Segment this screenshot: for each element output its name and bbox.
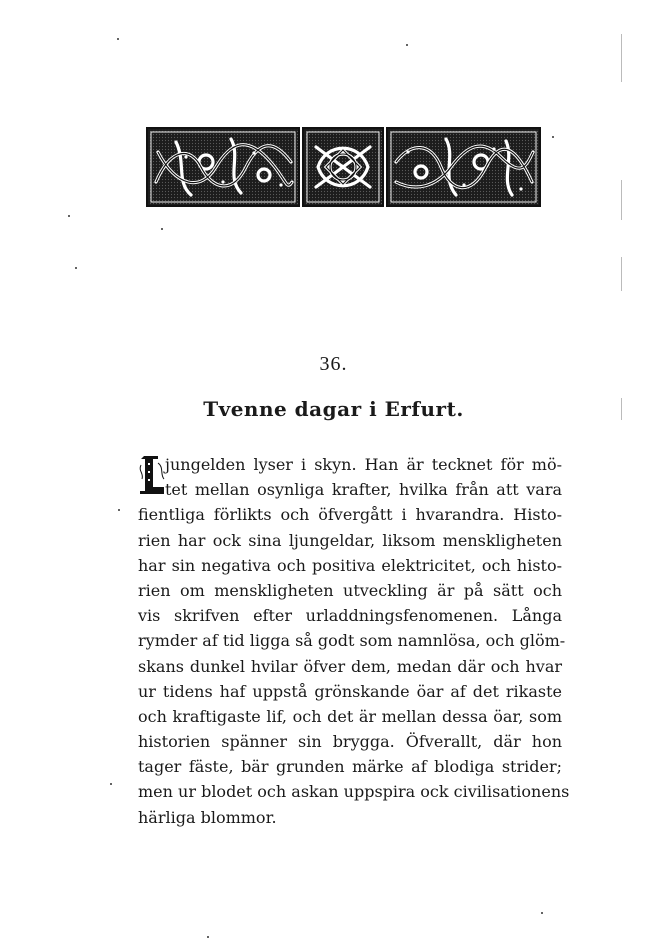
ornament-panel-right	[387, 128, 540, 206]
text-line: skans dunkel hvilar öfver dem, medan där och hvar	[138, 656, 562, 676]
chapter-body	[138, 452, 570, 830]
text-line: har sin negativa och positiva elektricitet, och histo-	[138, 555, 562, 575]
scan-speck	[406, 44, 408, 46]
scan-speck	[552, 136, 554, 138]
page-edge-line	[621, 398, 622, 420]
page-edge-line	[621, 180, 622, 220]
text-line: men ur blodet och askan uppspira ock civilisationens	[138, 782, 570, 802]
scan-speck	[68, 215, 70, 217]
scan-speck	[110, 783, 112, 785]
text-line: rien om menskligheten utveckling är på sätt och	[138, 580, 562, 600]
scan-speck	[541, 912, 543, 914]
ornament-panel-left	[147, 128, 299, 206]
text-line: historien spänner sin brygga. Öfverallt, där hon	[138, 732, 562, 752]
scan-speck	[207, 936, 209, 938]
text-line: tet mellan osynliga krafter, hvilka från att vara	[165, 480, 562, 500]
scan-speck	[118, 509, 120, 511]
page-edge-line	[621, 257, 622, 291]
text-line: fientliga förlikts och öfvergått i hvarandra. Histo-	[138, 505, 562, 525]
text-line: jungelden lyser i skyn. Han är tecknet för mö-	[165, 455, 562, 474]
text-line: ur tidens haf uppstå grönskande öar af det rikaste	[138, 681, 562, 701]
text-line: tager fäste, bär grunden märke af blodiga strider;	[138, 757, 562, 777]
text-line: rymder af tid ligga så godt som namnlösa, och glöm-	[138, 631, 566, 651]
text-line: vis skrifven efter urladdningsfenomenen. Långa	[138, 606, 562, 626]
text-line-last: härliga blommor.	[138, 807, 277, 827]
chapter-number: 36.	[319, 353, 348, 375]
ornament-panel-center	[303, 128, 383, 206]
scan-speck	[117, 38, 119, 40]
text-line: rien har ock sina ljungeldar, liksom menskligheten	[138, 530, 562, 550]
scan-speck	[161, 228, 163, 230]
scan-speck	[75, 267, 77, 269]
chapter-title: Tvenne dagar i Erfurt.	[203, 397, 464, 421]
knotwork-ornament	[146, 127, 541, 207]
text-line: och kraftigaste lif, och det är mellan dessa öar, som	[138, 706, 562, 726]
page-edge-line	[621, 34, 622, 82]
